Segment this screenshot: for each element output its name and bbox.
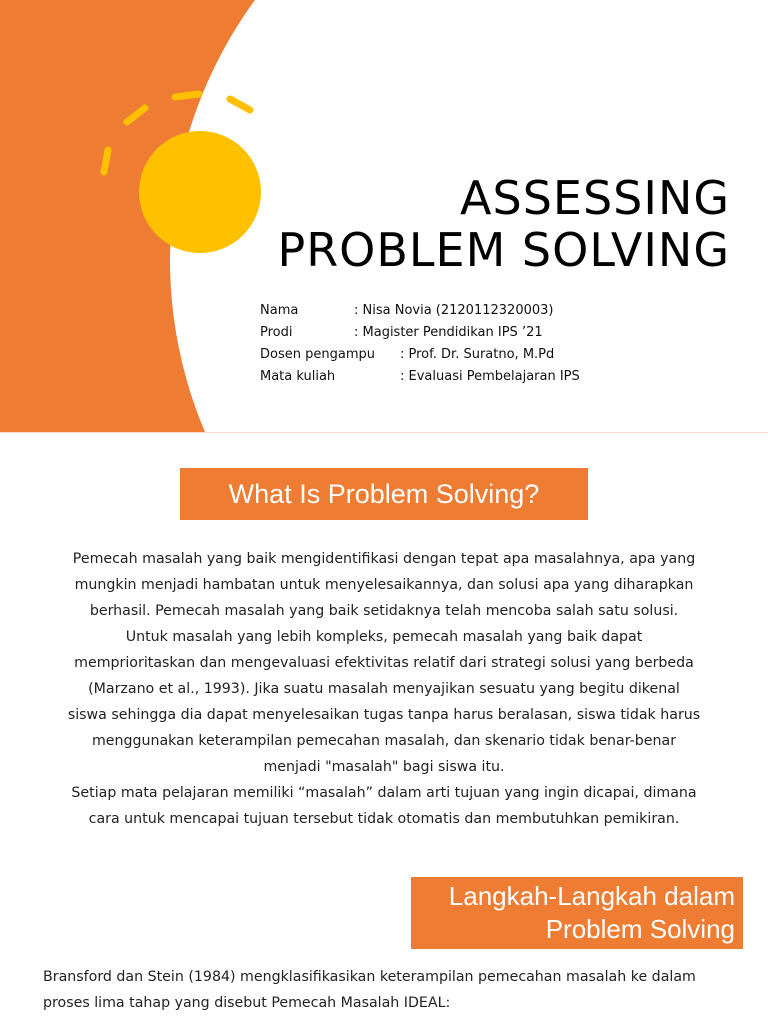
info-value: : Prof. Dr. Suratno, M.Pd — [400, 347, 555, 362]
section-heading-langkah — [411, 877, 743, 949]
info-value: : Magister Pendidikan IPS ’21 — [354, 325, 543, 340]
info-label: Dosen pengampu — [260, 347, 375, 362]
info-label: Nama — [260, 303, 299, 318]
paragraph-line: proses lima tahap yang disebut Pemecah Masalah IDEAL: — [43, 995, 451, 1011]
presentation-title — [277, 172, 730, 276]
heading-line-2: Problem Solving — [545, 914, 735, 944]
title-slide — [0, 0, 768, 432]
paragraph-line: Untuk masalah yang lebih kompleks, pemecah masalah yang baik dapat — [125, 629, 643, 645]
paragraph-line: siswa sehingga dia dapat menyelesaikan tugas tanpa harus beralasan, siswa tidak harus — [67, 707, 701, 723]
paragraph-line: (Marzano et al., 1993). Jika suatu masalah menyajikan sesuatu yang begitu dikenal — [88, 681, 680, 697]
title-line-1: ASSESSING — [460, 171, 730, 225]
problem-solving-paragraph — [50, 546, 718, 832]
info-value: : Nisa Novia (2120112320003) — [354, 303, 554, 318]
langkah-paragraph — [43, 964, 743, 1016]
paragraph-line: menjadi "masalah" bagi siswa itu. — [263, 759, 505, 775]
heading-line-1: Langkah-Langkah dalam — [448, 881, 735, 911]
paragraph-line: mungkin menjadi hambatan untuk menyelesaikannya, dan solusi apa yang diharapkan — [74, 577, 694, 593]
paragraph-line: Bransford dan Stein (1984) mengklasifikasikan keterampilan pemecahan masalah ke dalam — [43, 969, 696, 985]
section-heading-problem-solving: What Is Problem Solving? — [180, 468, 588, 520]
info-label: Mata kuliah — [260, 369, 336, 384]
paragraph-line: Pemecah masalah yang baik mengidentifikasi dengan tepat apa masalahnya, apa yang — [72, 551, 696, 567]
paragraph-line: Setiap mata pelajaran memiliki “masalah” dalam arti tujuan yang ingin dicapai, dimana — [71, 785, 697, 801]
info-label: Prodi — [260, 325, 293, 340]
paragraph-line: menggunakan keterampilan pemecahan masalah, dan skenario tidak benar-benar — [91, 733, 677, 749]
slide-divider — [0, 432, 768, 433]
paragraph-line: memprioritaskan dan mengevaluasi efektivitas relatif dari strategi solusi yang berbeda — [74, 655, 694, 671]
paragraph-line: berhasil. Pemecah masalah yang baik setidaknya telah mencoba salah satu solusi. — [89, 603, 679, 619]
paragraph-line: cara untuk mencapai tujuan tersebut tidak otomatis dan membutuhkan pemikiran. — [88, 811, 680, 827]
title-line-2: PROBLEM SOLVING — [277, 223, 730, 277]
info-value: : Evaluasi Pembelajaran IPS — [400, 369, 580, 384]
sun-rays-icon — [0, 0, 300, 260]
